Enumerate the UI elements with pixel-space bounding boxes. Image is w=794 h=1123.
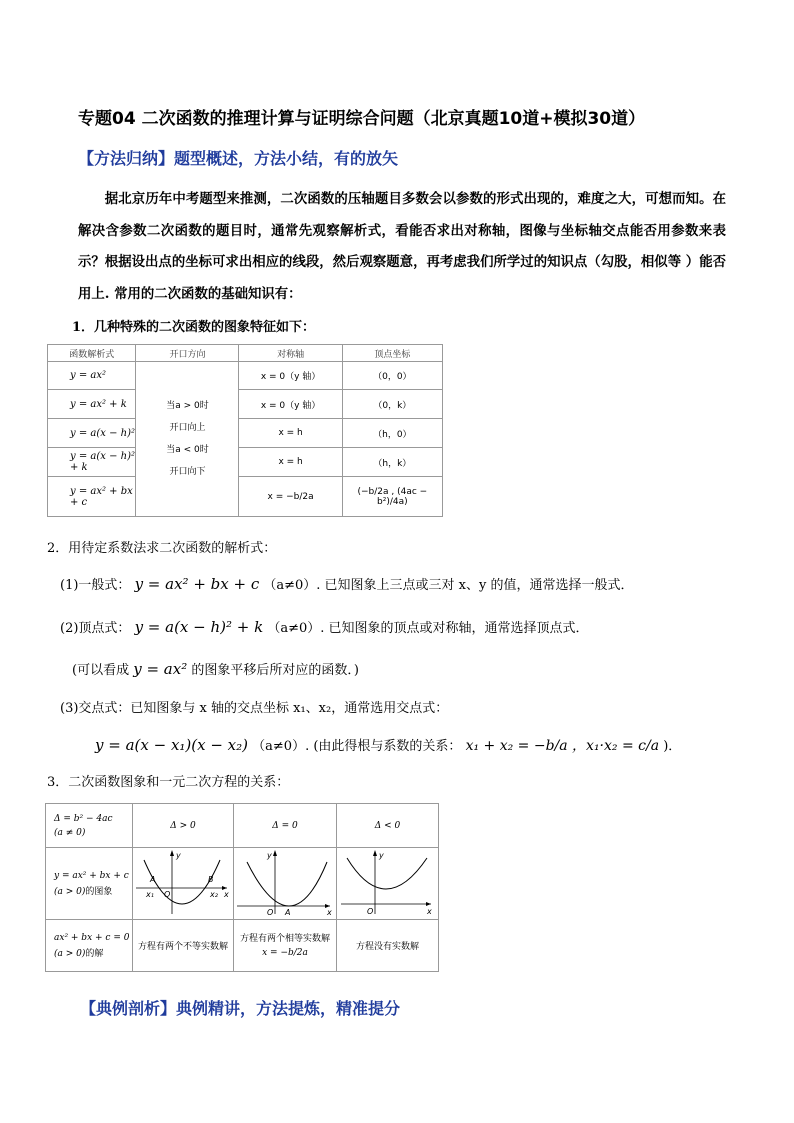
table-cell-direction: [136, 362, 239, 517]
a-condition: (a ≠ 0): [54, 827, 86, 838]
item-1-heading: 1．几种特殊的二次函数的图象特征如下：: [72, 320, 316, 335]
x-label: x: [327, 908, 332, 916]
solution-none: 方程没有实数解: [337, 920, 439, 972]
page-title: 专题04 二次函数的推理计算与证明综合问题（北京真题10道+模拟30道）: [78, 109, 646, 129]
intercept-form-label: (3)交点式：已知图象与 x 轴的交点坐标 x₁、x₂，通常选用交点式：: [60, 701, 449, 716]
shift-note-text: (可以看成: [72, 663, 130, 678]
point-a-label: A: [150, 875, 156, 884]
table-cell-vertex: （0，k）: [342, 390, 442, 419]
table-cell-formula: y = a(x − h)² + k: [48, 448, 136, 477]
vertex-form-line: [60, 617, 589, 636]
solution-two: 方程有两个不等实数解: [133, 920, 234, 972]
direction-line: 开口向下: [169, 467, 206, 477]
x-label: x: [426, 907, 432, 916]
general-form-formula: y = ax² + bx + c: [134, 575, 260, 593]
delta-formula: Δ = b² − 4ac: [54, 813, 113, 824]
table-cell-formula: y = ax² + bx + c: [48, 477, 136, 517]
a-positive: (a > 0): [54, 948, 86, 959]
intro-paragraph: 据北京历年中考题型来推测，二次函数的压轴题目多数会以参数的形式出现的，难度之大，可想而知。在解决含参数二次函数的题目时，通常先观察解析式，看能否求出对称轴，图像与坐标轴交点能否用参数来表示？根据设出点的坐标可求出相应的线段，然后观察题意，再考虑我们所学过的知识点（勾股，相似等 ）能否用上. 常用的二次函数的基础知识有：: [78, 191, 726, 302]
vertex-form-label: (2)顶点式：: [60, 621, 131, 636]
general-form-line: [60, 574, 634, 593]
table2-case: Δ > 0: [133, 804, 234, 848]
y-label: y: [176, 851, 181, 860]
parabola-curve: [347, 858, 427, 889]
point-b-label: B: [208, 875, 214, 884]
graph-one-root: [234, 848, 337, 920]
vertex-form-formula: y = a(x − h)² + k: [134, 618, 264, 636]
table-cell-axis: x = h: [239, 419, 342, 448]
section-heading-examples: 【典例剖析】典例精讲，方法提炼，精准提分: [80, 999, 401, 1018]
equation-suffix: 的解: [85, 948, 104, 959]
table-header: 顶点坐标: [342, 345, 442, 362]
x-label: x: [224, 890, 229, 899]
section-heading-method: 【方法归纳】题型概述，方法小结，有的放矢: [78, 149, 399, 168]
table-cell-axis: x = 0（y 轴）: [239, 390, 342, 419]
graph-no-root: [337, 848, 439, 920]
general-form-label: (1)一般式：: [60, 578, 131, 593]
shift-formula: y = ax²: [133, 660, 188, 678]
discriminant-table: [45, 803, 439, 972]
table-cell-vertex: （0，0）: [342, 362, 442, 390]
equation-formula: ax² + bx + c = 0: [54, 932, 130, 943]
direction-line: 开口向上: [169, 423, 206, 433]
table-cell-axis: x = 0（y 轴）: [239, 362, 342, 390]
root-x1-label: x₁: [146, 890, 154, 899]
table-cell-formula: y = a(x − h)²: [48, 419, 136, 448]
y-arrow: [373, 850, 377, 856]
solution-equal: [234, 920, 337, 972]
table-header: 函数解析式: [48, 345, 136, 362]
intercept-form-note: （a≠0）. (由此得根与系数的关系：: [252, 739, 462, 754]
table-header: 对称轴: [239, 345, 342, 362]
y-label: y: [267, 851, 272, 860]
graph-formula: y = ax² + bx + c: [54, 870, 129, 881]
table2-cell-header: [46, 804, 133, 848]
root-x2-label: x₂: [210, 890, 218, 899]
graph-two-roots: [133, 848, 234, 920]
point-a-label: A: [285, 908, 291, 916]
table-cell-vertex: (−b/2a , (4ac − b²)/4a): [342, 477, 442, 517]
vertex-form-note: （a≠0）. 已知图象的顶点或对称轴，通常选择顶点式．: [267, 621, 589, 636]
table-cell-vertex: （h，0）: [342, 419, 442, 448]
table2-case: Δ < 0: [337, 804, 439, 848]
table2-case: Δ = 0: [234, 804, 337, 848]
item-3-heading: 3．二次函数图象和一元二次方程的关系：: [47, 775, 290, 790]
a-positive: (a > 0): [54, 886, 86, 897]
intercept-form-formula: y = a(x − x₁)(x − x₂): [95, 736, 249, 754]
solution-equal-text: 方程有两个相等实数解: [239, 933, 330, 944]
table-cell-axis: x = h: [239, 448, 342, 477]
table-header: 开口方向: [136, 345, 239, 362]
origin-label: O: [267, 908, 274, 916]
graph-suffix: 的图象: [85, 886, 113, 897]
parabola-two-roots-graph: [134, 848, 232, 916]
table-cell-formula: y = ax² + k: [48, 390, 136, 419]
intercept-form-line: [95, 735, 681, 755]
table2-cell-graph-label: [46, 848, 133, 920]
general-form-note: （a≠0）. 已知图象上三点或三对 x、y 的值，通常选择一般式．: [263, 578, 634, 593]
table-cell-axis: x = −b/2a: [239, 477, 342, 517]
direction-line: 当a < 0时: [166, 445, 209, 455]
parabola-no-root-graph: [339, 848, 437, 916]
table2-cell-equation-label: [46, 920, 133, 972]
parabola-one-root-graph: [235, 848, 335, 916]
shift-note-line: [72, 659, 359, 678]
y-arrow: [273, 850, 277, 856]
intercept-end: )．: [663, 739, 682, 754]
quadratic-features-table: [47, 344, 443, 517]
table-cell-vertex: （h，k）: [342, 448, 442, 477]
item-2-heading: 2．用待定系数法求二次函数的解析式：: [47, 541, 277, 556]
origin-label: O: [164, 890, 171, 899]
table-cell-formula: y = ax²: [48, 362, 136, 390]
shift-note-text: 的图象平移后所对应的函数．): [191, 663, 359, 678]
y-label: y: [378, 851, 384, 860]
direction-line: 当a > 0时: [166, 401, 209, 411]
solution-equal-formula: x = −b/2a: [262, 947, 308, 958]
y-arrow: [170, 850, 174, 856]
origin-label: O: [366, 907, 373, 916]
parabola-curve: [247, 862, 327, 906]
x-arrow: [426, 902, 431, 906]
vieta-relations: x₁ + x₂ = −b/a ，x₁·x₂ = c/a: [465, 738, 660, 754]
